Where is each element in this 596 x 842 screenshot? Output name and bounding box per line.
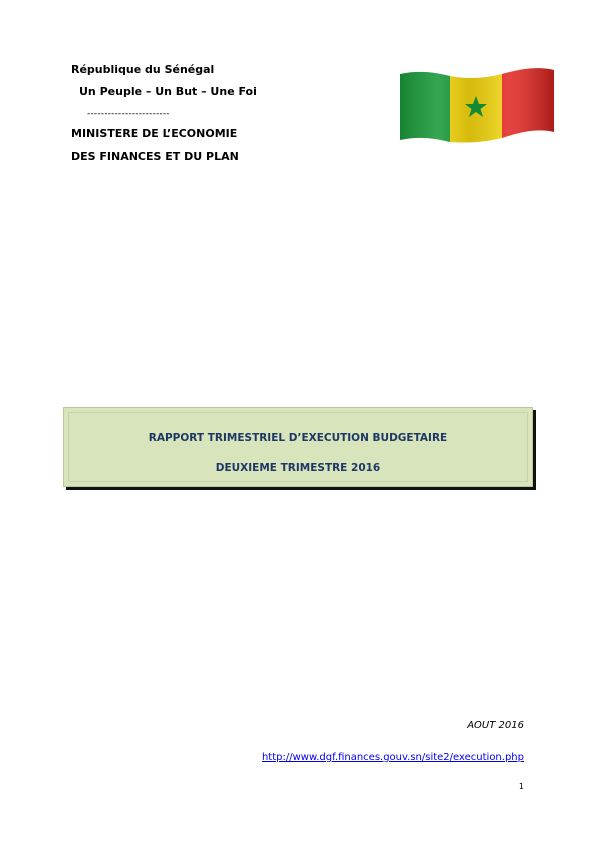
ministry-name-line1: MINISTERE DE L’ECONOMIE [71, 127, 238, 140]
report-title-box [63, 407, 533, 487]
report-title: RAPPORT TRIMESTRIEL D’EXECUTION BUDGETAIRE [148, 432, 448, 444]
header-separator: ------------------------ [87, 109, 170, 119]
execution-report-link[interactable]: http://www.dgf.finances.gouv.sn/site2/execution.php [261, 752, 524, 763]
report-subtitle: DEUXIEME TRIMESTRE 2016 [215, 462, 381, 474]
report-date: AOUT 2016 [467, 720, 524, 731]
page-number: 1 [518, 782, 524, 791]
national-motto: Un Peuple – Un But – Une Foi [79, 85, 257, 98]
senegal-flag-icon [398, 66, 556, 146]
republic-name: République du Sénégal [71, 63, 215, 76]
ministry-name-line2: DES FINANCES ET DU PLAN [71, 150, 239, 163]
